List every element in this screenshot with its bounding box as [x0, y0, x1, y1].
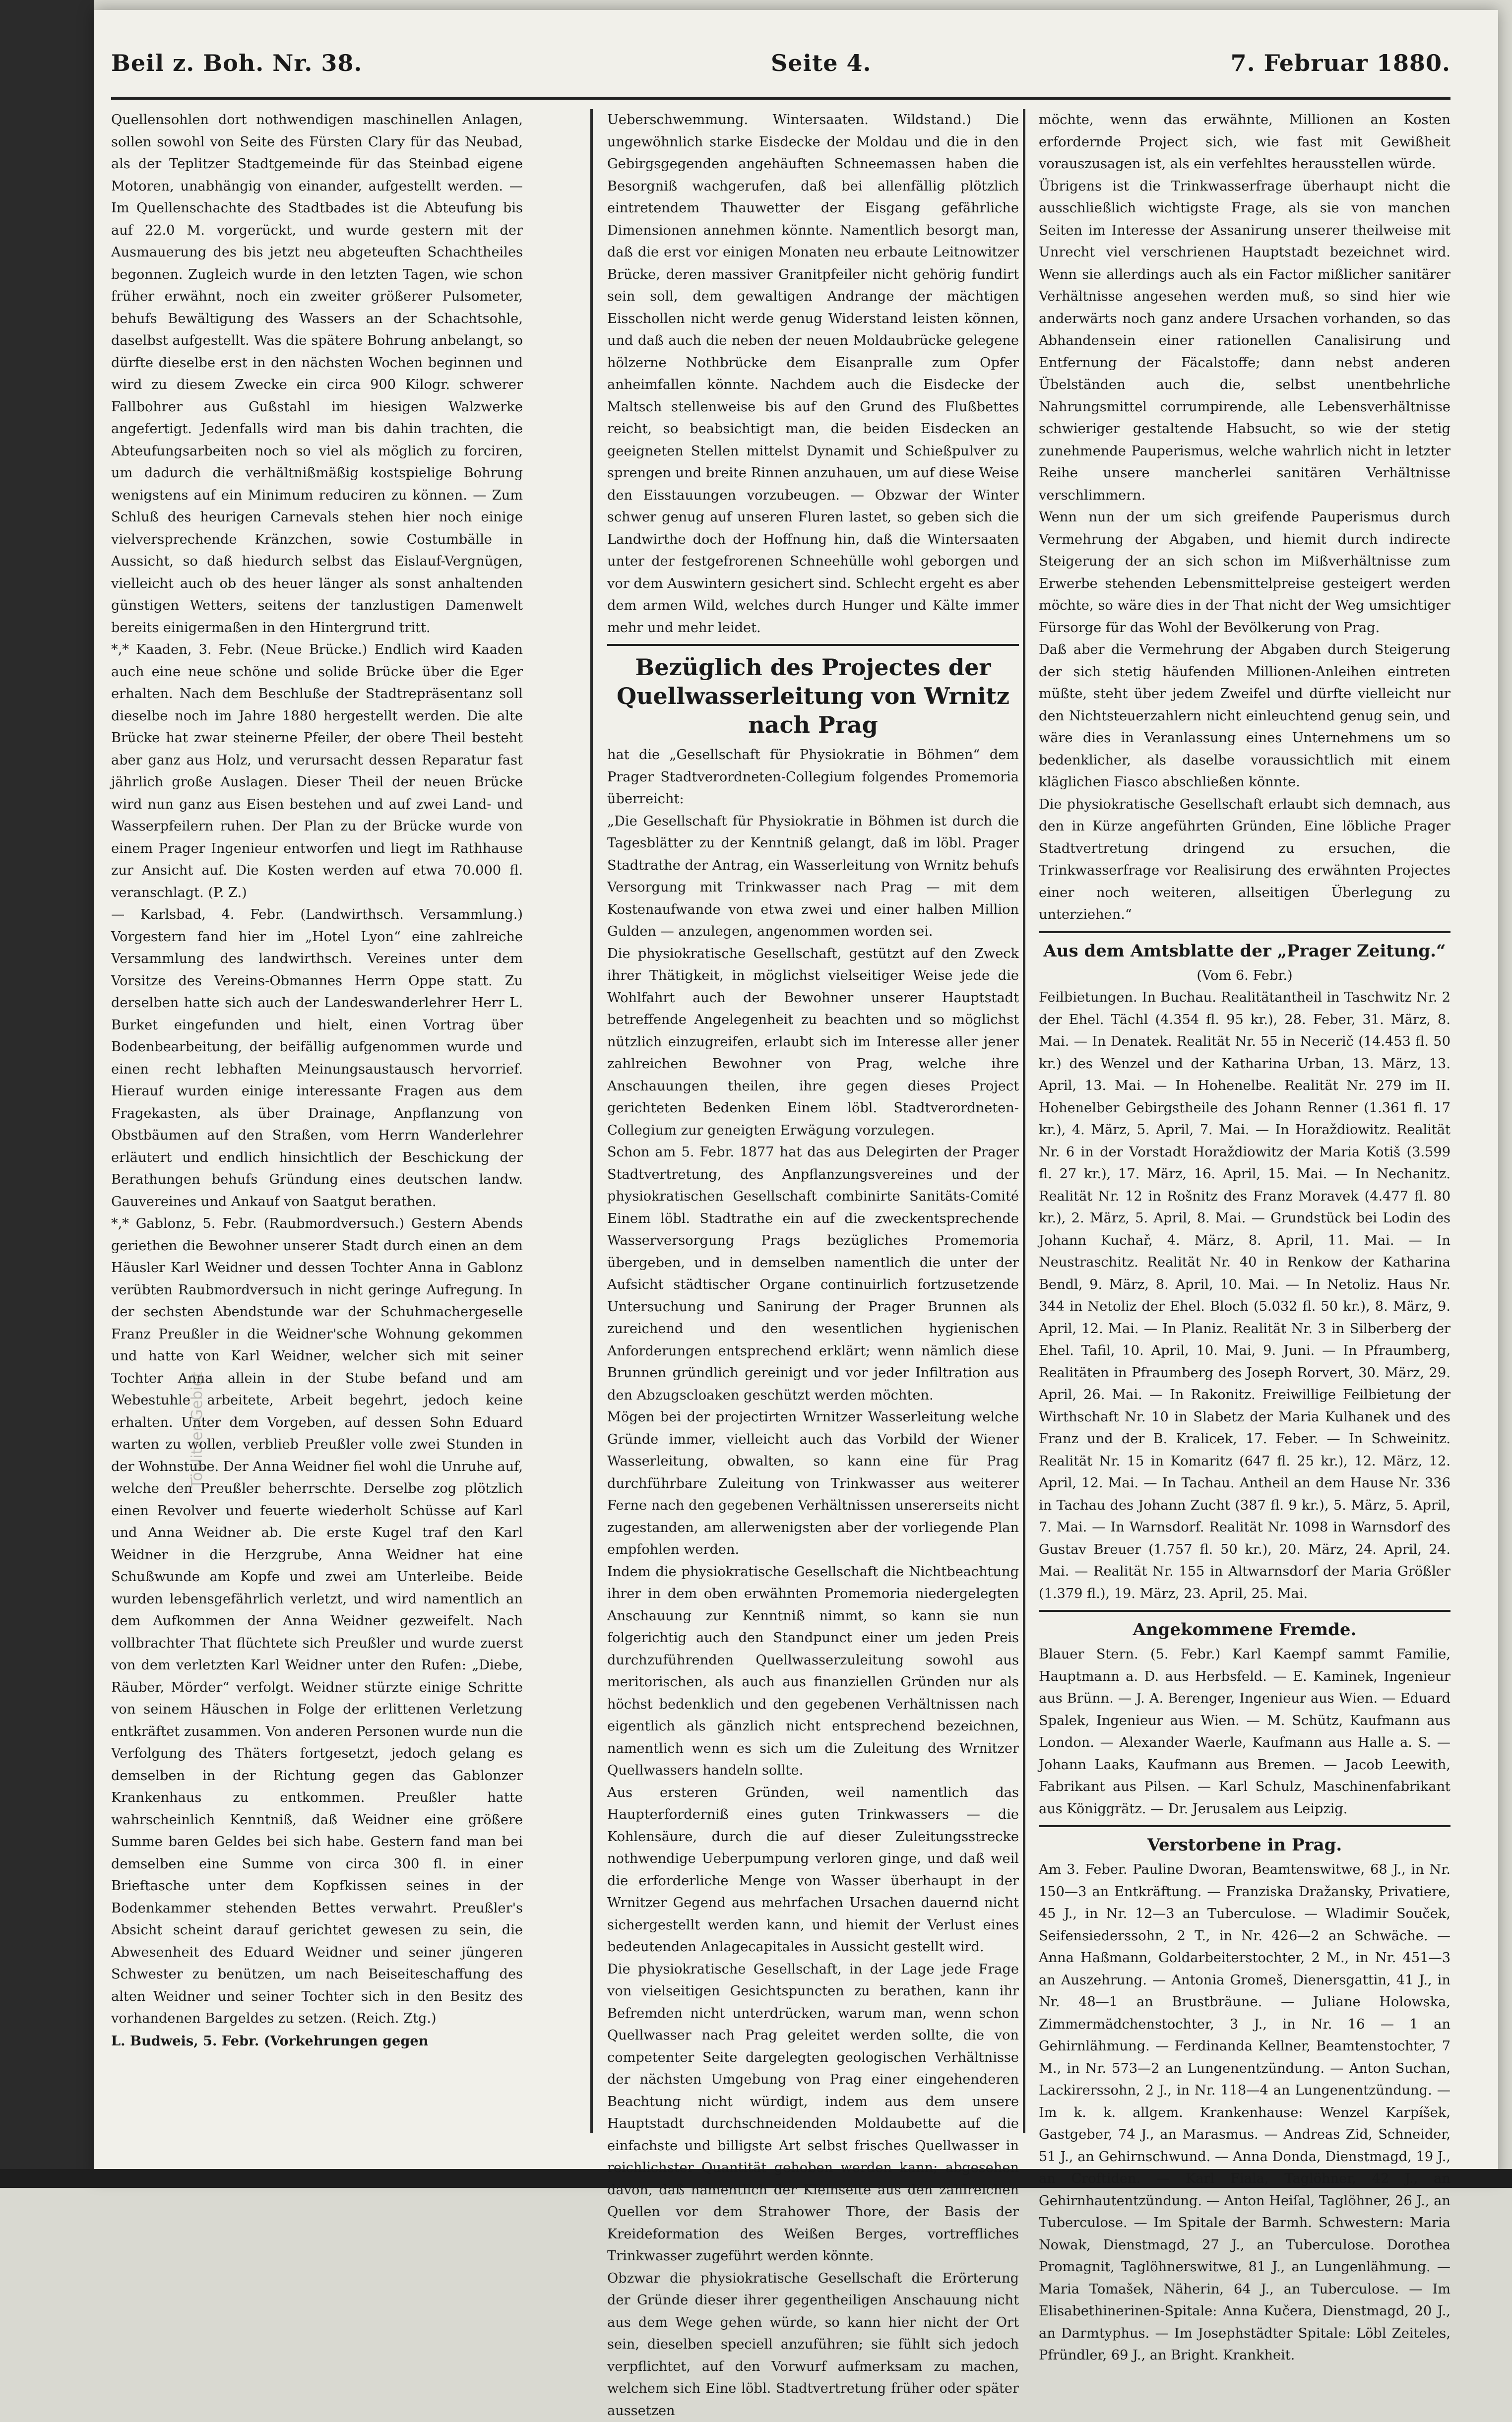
header-date: 7. Februar 1880. — [1231, 50, 1450, 76]
article-budweis-cont: Ueberschwemmung. Wintersaaten. Wildstand.) Die ungewöhnlich starke Eisdecke der Moldau und die in den Gebirgsgegenden angehäuften Schneemassen haben die Besorgniß wachgerufen, daß bei allenfällig plötzlich eintretendem Thauwetter der Eisgang gefährliche Dimensionen annehmen könnte. Namentlich besorgt man, daß die erst vor einigen Monaten neu erbaute Leitnowitzer Brücke, deren massiver Granitpfeiler nicht gehörig fundirt sein soll, dem gewaltigen Andrange der mächtigen Eisschollen nicht werde genug Widerstand leisten können, und daß auch die neben der neuen Moldaubrücke gelegene hölzerne Nothbrücke dem Eisanpralle zum Opfer anheimfallen könnte. Nachdem auch die Eisdecke der Maltsch stellenweise bis auf den Grund des Flußbettes reicht, so beabsichtigt man, die beiden Eisdecken an geeigneten Stellen mittelst Dynamit und Schießpulver zu sprengen und breite Rinnen anzuhauen, um auf diese Weise den Eisstauungen vorzubeugen. — Obzwar der Winter schwer genug auf unseren Fluren lastet, so geben sich die Landwirthe doch der Hoffnung hin, daß die Wintersaaten unter der festgefrorenen Schneehülle wohl geborgen und vor dem Auswintern gesichert sind. Schlecht ergeht es aber dem armen Wild, welches durch Hunger und Kälte immer mehr und mehr leidet. — [607, 109, 1019, 639]
section-rule — [1039, 1610, 1450, 1612]
section-rule — [607, 644, 1019, 646]
paragraph: Wenn nun der um sich greifende Pauperismus durch Vermehrung der Abgaben, und hiemit durch indirecte Steigerung der an sich schon im Mißverhältnisse zum Erwerbe stehenden Lebensmittelpreise gesteigert werden möchte, so wäre dies in der That nicht der Weg umsichtiger Fürsorge für das Wohl der Bevölkerung von Prag. — [1039, 507, 1450, 639]
section-heading: Bezüglich des Projectes der Quellwasserleitung von Wrnitz nach Prag — [607, 653, 1019, 739]
library-stamp: Töplitzer Gebiet — [189, 1191, 208, 1488]
header-issue: Beil z. Boh. Nr. 38. — [111, 50, 362, 76]
section-rule — [1039, 931, 1450, 933]
paragraph: „Die Gesellschaft für Physiokratie in Böhmen ist durch die Tagesblätter zu der Kenntniß gelangt, daß im löbl. Prager Stadtrathe der Antrag, ein Wasserleitung von Wrnitz behufs Versorgung mit Trinkwasser nach Prag — mit dem Kostenaufwande von etwa zwei und einer halben Million Gulden — anzulegen, angenommen worden sei. — [607, 811, 1019, 943]
column-3 — [1039, 109, 1450, 2133]
column-1 — [111, 109, 523, 2133]
article-karlsbad: — Karlsbad, 4. Febr. (Landwirthsch. Versammlung.) Vorgestern fand hier im „Hotel Lyon“ eine zahlreiche Versammlung des landwirthsch. Vereines unter dem Vorsitze des Vereins-Obmannes Herrn Oppe statt. Zu derselben hatte sich auch der Landeswanderlehrer Herr L. Burket eingefunden und hielt, einen Vortrag über Bodenbearbeitung, der beifällig aufgenommen wurde und einen recht lebhaften Meinungsaustausch hervorrief. Hierauf wurden einige interessante Fragen aus dem Fragekasten, als über Drainage, Anpflanzung von Obstbäumen auf den Straßen, vom Herrn Wanderlehrer erläutert und endlich hinsichtlich der Beschickung der Berathungen behufs Gründung eines deutschen landw. Gauvereines und Ankauf von Saatgut berathen. — [111, 904, 523, 1213]
column-2 — [607, 109, 1019, 2133]
paragraph: Übrigens ist die Trinkwasserfrage überhaupt nicht die ausschließlich wichtigste Frage, als sie von manchen Seiten im Interesse der Assanirung unserer theilweise mit Unrecht viel verschrienen Hauptstadt bezeichnet wird. Wenn sie allerdings auch als ein Factor mißlicher sanitärer Verhältnisse angesehen werden muß, so sind hier wie anderwärts noch ganz andere Ursachen vorhanden, so das Abhandensein einer rationellen Canalisirung und Entfernung der Fäcalstoffe; dann nebst anderen Übelständen auch die, selbst unentbehrliche Nahrungsmittel corrumpirende, alle Lebensverhältnisse schwieriger gestaltende Habsucht, so wie der stetig zunehmende Pauperismus, welche wahrlich nicht in letzter Reihe unsere mancherlei sanitären Verhältnisse verschlimmern. — [1039, 176, 1450, 507]
paragraph: hat die „Gesellschaft für Physiokratie in Böhmen“ dem Prager Stadtverordneten-Collegium folgendes Promemoria überreicht: — [607, 744, 1019, 811]
header-page-number: Seite 4. — [771, 50, 872, 76]
paragraph-verstorbene: Am 3. Feber. Pauline Dworan, Beamtenswitwe, 68 J., in Nr. 150—3 an Entkräftung. — Franziska Dražansky, Privatiere, 45 J., in Nr. 12—3 an Tuberculose. — Wladimir Souček, Seifensiederssohn, 2 T., in Nr. 426—2 an Schwäche. — Anna Haßmann, Goldarbeiterstochter, 2 M., in Nr. 451—3 an Auszehrung. — Antonia Gromeš, Dienersgattin, 41 J., in Nr. 48—1 an Brustbräune. — Juliane Holowska, Zimmermädchenstochter, 3 J., in Nr. 16 — 1 an Gehirnlähmung. — Ferdinanda Kellner, Beamtenstochter, 7 M., in Nr. 573—2 an Lungenentzündung. — Anton Suchan, Lackirerssohn, 2 J., in Nr. 118—4 an Lungenentzündung. — Im k. k. allgem. Krankenhause: Wenzel Karpíšek, Gastgeber, 74 J., an Marasmus. — Andreas Zid, Schneider, 51 J., an Gehirnschwund. — Anna Donda, Dienstmagd, 19 J., an Croftiden. — Karl Fiala, Taglöhner, 42 J., an Gehirnhautentzündung. — Anton Heiſal, Taglöhner, 26 J., an Tuberculose. — Im Spitale der Barmh. Schwestern: Maria Nowak, Dienstmagd, 27 J., an Tuberculose. Dorothea Promagnit, Taglöhnerswitwe, 81 J., an Lungenlähmung. — Maria Tomašek, Näherin, 64 J., an Tuberculose. — Im Elisabethinerinen-Spitale: Anna Kučera, Dienstmagd, 20 J., an Darmtyphus. — Im Josephstädter Spitale: Löbl Zeiteles, Pfründler, 69 J., an Bright. Krankheit. — [1039, 1859, 1450, 2367]
section-rule — [1039, 1825, 1450, 1827]
section-subheading: (Vom 6. Febr.) — [1039, 965, 1450, 987]
article-budweis: L. Budweis, 5. Febr. (Vorkehrungen gegen — [111, 2030, 523, 2052]
column-divider — [590, 109, 593, 2133]
paragraph: Mögen bei der projectirten Wrnitzer Wasserleitung welche Gründe immer, vielleicht auch das Vorbild der Wiener Wasserleitung, obwalten, so kann eine für Prag durchführbare Zuleitung von Trinkwasser aus weiterer Ferne nach den gegebenen Verhältnissen unsererseits nicht zugestanden, am allerwenigsten aber der vorliegende Plan empfohlen werden. — [607, 1406, 1019, 1561]
paragraph: Daß aber die Vermehrung der Abgaben durch Steigerung der sich stetig häufenden Millionen-Anleihen eintreten müßte, steht über jedem Zweifel und dürfte vielleicht nur den Nichtsteuerzahlern nicht einleuchtend genug sein, und wäre dies in Veranlassung eines Unternehmens um so bedenklicher, als daselbe voraussichtlich mit einem kläglichen Fiasco abschließen könnte. — [1039, 639, 1450, 794]
article-kaaden: *,* Kaaden, 3. Febr. (Neue Brücke.) Endlich wird Kaaden auch eine neue schöne und solide Brücke über die Eger erhalten. Nach dem Beschluße der Stadtrepräsentanz soll dieselbe noch im Jahre 1880 hergestellt werden. Die alte Brücke hat zwar steinerne Pfeiler, der obere Theil besteht aber ganz aus Holz, und verursacht dessen Reparatur fast jährlich große Auslagen. Dieser Theil der neuen Brücke wird nun ganz aus Eisen bestehen und auf zwei Land- und Wasserpfeilern ruhen. Der Plan zu der Brücke wurde von einem Prager Ingenieur entworfen und liegt im Rathhause zur Ansicht auf. Die Kosten werden auf etwa 70.000 fl. veranschlagt. (P. Z.) — [111, 639, 523, 904]
paragraph-fremde: Blauer Stern. (5. Febr.) Karl Kaempf sammt Familie, Hauptmann a. D. aus Herbsfeld. — E. Kaminek, Ingenieur aus Brünn. — J. A. Berenger, Ingenieur aus Wien. — Eduard Spalek, Ingenieur aus Wien. — M. Schütz, Kaufmann aus London. — Alexander Waerle, Kaufmann aus Halle a. S. — Johann Laaks, Kaufmann aus Bremen. — Jacob Leewith, Fabrikant aus Pilsen. — Karl Schulz, Maschinenfabrikant aus Königgrätz. — Dr. Jerusalem aus Leipzig. — [1039, 1644, 1450, 1820]
section-heading-verstorbene: Verstorbene in Prag. — [1039, 1833, 1450, 1857]
paragraph: Die physiokratische Gesellschaft, gestützt auf den Zweck ihrer Thätigkeit, in möglichst vielseitiger Weise jede die Wohlfahrt auch der Bewohner unserer Hauptstadt betreffende Angelegenheit zu beachten und so möglichst nützlich einzugreifen, erlaubt sich im Interesse aller jener zahlreichen Bewohner von Prag, welche ihre Anschauungen theilen, ihre gegen dieses Project gerichteten Bedenken Einem löbl. Stadtverordneten-Collegium zur geneigten Erwägung vorzulegen. — [607, 943, 1019, 1142]
paragraph: Aus ersteren Gründen, weil namentlich das Haupterforderniß eines guten Trinkwassers — die Kohlensäure, durch die auf dieser Zuleitungsstrecke nothwendige Ueberpumpung verloren ginge, und daß weil die erforderliche Menge von Wasser überhaupt in der Wrnitzer Gegend aus mehrfachen Ursachen dauernd nicht sichergestellt werden kann, und hiemit der Verlust eines bedeutenden Anlagecapitales in Aussicht gestellt wird. — [607, 1782, 1019, 1959]
article-teplitz: Quellensohlen dort nothwendigen maschinellen Anlagen, sollen sowohl von Seite des Fürsten Clary für das Neubad, als der Teplitzer Stadtgemeinde für das Steinbad eigene Motoren, unabhängig von einander, aufgestellt werden. — Im Quellenschachte des Stadtbades ist die Abteufung bis auf 22.0 M. vorgerückt, und wurde gestern mit der Ausmauerung des bis jetzt neu abgeteuften Schachtheiles begonnen. Zugleich wurde in den letzten Tagen, wie schon früher erwähnt, noch ein zweiter größerer Pulsometer, behufs Bewältigung des Wassers an der Schachtsohle, daselbst aufgestellt. Was die spätere Bohrung anbelangt, so dürfte dieselbe erst in den nächsten Wochen beginnen und wird zu diesem Zwecke ein circa 900 Kilogr. schwerer Fallbohrer aus Gußstahl im hiesigen Walzwerke angefertigt. Jedenfalls wird man bis dahin trachten, die Abteufungsarbeiten noch so viel als möglich zu forciren, um dadurch die verhältnißmäßig kostspielige Bohrung wenigstens auf ein Minimum reduciren zu können. — Zum Schluß des heurigen Carnevals stehen hier noch einige vielversprechende Kränzchen, sowie Costumbälle in Aussicht, so daß hiedurch selbst das Eislauf-Vergnügen, vielleicht auch ob des heuer länger als sonst anhaltenden günstigen Wetters, seitens der tanzlustigen Damenwelt bereits einigermaßen in den Hintergrund tritt. — [111, 109, 523, 639]
article-gablonz: *,* Gablonz, 5. Febr. (Raubmordversuch.) Gestern Abends geriethen die Bewohner unserer Stadt durch einen an dem Häusler Karl Weidner und dessen Tochter Anna in Gablonz verübten Raubmordversuch in nicht geringe Aufregung. In der sechsten Abendstunde war der Schuhmachergeselle Franz Preußler in die Weidner'sche Wohnung gekommen und hatte von Karl Weidner, welcher sich mit seiner Tochter Anna allein in der Stube befand und am Webestuhle arbeitete, Arbeit begehrt, jedoch keine erhalten. Unter dem Vorgeben, auf dessen Sohn Eduard warten zu wollen, verblieb Preußler volle zwei Stunden in der Wohnstube. Der Anna Weidner fiel wohl die Unruhe auf, welche den Preußler beherrschte. Derselbe zog plötzlich einen Revolver und feuerte wiederholt Schüsse auf Karl und Anna Weidner ab. Die erste Kugel traf den Karl Weidner in die Herzgrube, Anna Weidner hat eine Schußwunde am Kopfe und zwei am Unterleibe. Beide wurden lebensgefährlich verletzt, und wird namentlich an dem Aufkommen der Anna Weidner gezweifelt. Nach vollbrachter That flüchtete sich Preußler und wurde zuerst von dem verletzten Karl Weidner unter den Rufen: „Diebe, Räuber, Mörder“ verfolgt. Weidner stürzte einige Schritte von seinem Häuschen in Folge der erlittenen Verletzung entkräftet zusammen. Von anderen Personen wurde nun die Verfolgung des Thäters fortgesetzt, jedoch gelang es demselben in der Richtung gegen das Gablonzer Krankenhaus zu entkommen. Preußler hatte wahrscheinlich Kenntniß, daß Weidner eine größere Summe baren Geldes bei sich habe. Gestern fand man bei demselben eine Summe von circa 300 fl. in einer Brieftasche unter dem Kopfkissen seines in der Bodenkammer stehenden Bettes verwahrt. Preußler's Absicht scheint darauf gerichtet gewesen zu sein, die Abwesenheit des Eduard Weidner und seiner jüngeren Schwester zu benützen, um nach Beiseiteschaffung des alten Weidner und seiner Tochter sich in den Besitz des vorhandenen Bargeldes zu setzen. (Reich. Ztg.) — [111, 1213, 523, 2030]
paragraph: Die physiokratische Gesellschaft, in der Lage jede Frage von vielseitigen Gesichtspuncten zu berathen, kann ihr Befremden nicht unterdrücken, warum man, wenn schon Quellwasser nach Prag geleitet werden sollte, die von competenter Seite dargelegten geologischen Verhältnisse der nächsten Umgebung von Prag einer eingehenderen Beachtung nicht würdigt, indem aus dem unsere Hauptstadt durchschneidenden Moldaubette auf die einfachste und billigste Art selbst frisches Quellwasser in reichlichster Quantität gehoben werden kann; abgesehen davon, daß namentlich der Kleinseite aus den zahlreichen Quellen vor dem Strahower Thore, der Basis der Kreideformation des Weißen Berges, vortreffliches Trinkwasser zugeführt werden könnte. — [607, 1959, 1019, 2268]
section-heading-amtsblatt: Aus dem Amtsblatte der „Prager Zeitung.“ — [1039, 939, 1450, 963]
paragraph: Schon am 5. Febr. 1877 hat das aus Delegirten der Prager Stadtvertretung, des Anpflanzungsvereines und der physiokratischen Gesellschaft combinirte Sanitäts-Comité Einem löbl. Stadtrathe ein auf die zweckentsprechende Wasserversorgung Prags bezügliches Promemoria übergeben, und in demselben namentlich die unter der Aufsicht städtischer Organe continuirlich fortzusetzende Untersuchung und Sanirung der Prager Brunnen als zureichend und den wesentlichen hygienischen Anforderungen entsprechend erklärt; wenn nämlich diese Brunnen gründlich gereinigt und vor jeder Infiltration aus den Abzugscloaken geschützt werden möchten. — [607, 1142, 1019, 1406]
paragraph: Indem die physiokratische Gesellschaft die Nichtbeachtung ihrer in dem oben erwähnten Promemoria niedergelegten Anschauung zur Kenntniß nimmt, so kann sie nun folgerichtig auch den Standpunct einer um jeden Preis durchzuführenden Quellwasserzuleitung sowohl aus meritorischen, als auch aus finanziellen Gründen nur als höchst bedenklich und den gegebenen Verhältnissen nach eigentlich als gänzlich nicht entsprechend bezeichnen, namentlich wenn es sich um die Zuleitung des Wrnitzer Quellwassers handeln sollte. — [607, 1561, 1019, 1782]
paragraph: Obzwar die physiokratische Gesellschaft die Erörterung der Gründe dieser ihrer gegentheiligen Anschauung nicht aus dem Wege gehen würde, so kann hier nicht der Ort sein, dieselben speciell anzuführen; sie fühlt sich jedoch verpflichtet, auf den Vorwurf aufmerksam zu machen, welchem sich Eine löbl. Stadtvertretung früher oder später aussetzen — [607, 2268, 1019, 2422]
paragraph: Die physiokratische Gesellschaft erlaubt sich demnach, aus den in Kürze angeführten Gründen, Eine löbliche Prager Stadtvertretung dringend zu ersuchen, die Trinkwasserfrage vor Realisirung des erwähnten Projectes einer noch weiteren, allseitigen Überlegung zu unterziehen.“ — [1039, 794, 1450, 926]
column-divider — [1023, 109, 1025, 2133]
header-rule — [111, 97, 1450, 100]
paragraph: möchte, wenn das erwähnte, Millionen an Kosten erfordernde Project sich, wie fast mit Gewißheit vorauszusagen ist, als ein verfehltes herausstellen würde. — [1039, 109, 1450, 176]
paragraph-feilbietungen: Feilbietungen. In Buchau. Realitätantheil in Taschwitz Nr. 2 der Ehel. Tächl (4.354 fl. 95 kr.), 28. Feber, 31. März, 8. Mai. — In Denatek. Realität Nr. 55 in Necerič (14.453 fl. 50 kr.) des Wenzel und der Katharina Urban, 13. März, 13. April, 13. Mai. — In Hohenelbe. Realität Nr. 279 im II. Hohenelber Gebirgstheile des Johann Renner (1.361 fl. 17 kr.), 4. März, 5. April, 7. Mai. — In Horaždiowitz. Realität Nr. 6 in der Vorstadt Horaždiowitz der Maria Kotiš (3.599 fl. 27 kr.), 17. März, 16. April, 15. Mai. — In Nechanitz. Realität Nr. 12 in Rošnitz des Franz Moravek (4.477 fl. 80 kr.), 2. März, 5. April, 8. Mai. — Grundstück bei Lodin des Johann Kuchař, 4. März, 8. April, 11. Mai. — In Neustraschitz. Realität Nr. 40 in Renkow der Katharina Bendl, 9. März, 8. April, 10. Mai. — In Netoliz. Haus Nr. 344 in Netoliz der Ehel. Bloch (5.032 fl. 50 kr.), 8. März, 9. April, 12. Mai. — In Planiz. Realität Nr. 3 in Silberberg der Ehel. Tafil, 10. April, 10. Mai, 9. Juni. — In Pfraumberg, Realitäten in Pfraumberg des Joseph Rorvert, 30. März, 29. April, 26. Mai. — In Rakonitz. Freiwillige Feilbietung der Wirthschaft Nr. 10 in Slabetz der Maria Kulhanek und des Franz und der B. Kralicek, 17. Feber. — In Schweinitz. Realität Nr. 15 in Komaritz (647 fl. 25 kr.), 12. März, 12. April, 12. Mai. — In Tachau. Antheil an dem Hause Nr. 336 in Tachau des Johann Zucht (387 fl. 9 kr.), 5. März, 5. April, 7. Mai. — In Warnsdorf. Realität Nr. 1098 in Warnsdorf des Gustav Breuer (1.757 fl. 50 kr.), 20. März, 24. April, 24. Mai. — Realität Nr. 155 in Altwarnsdorf der Maria Größler (1.379 fl.), 19. März, 23. April, 25. Mai. — [1039, 987, 1450, 1605]
page-header — [111, 50, 1450, 94]
scan-left-border — [0, 0, 94, 2188]
section-heading-fremde: Angekommene Fremde. — [1039, 1618, 1450, 1642]
